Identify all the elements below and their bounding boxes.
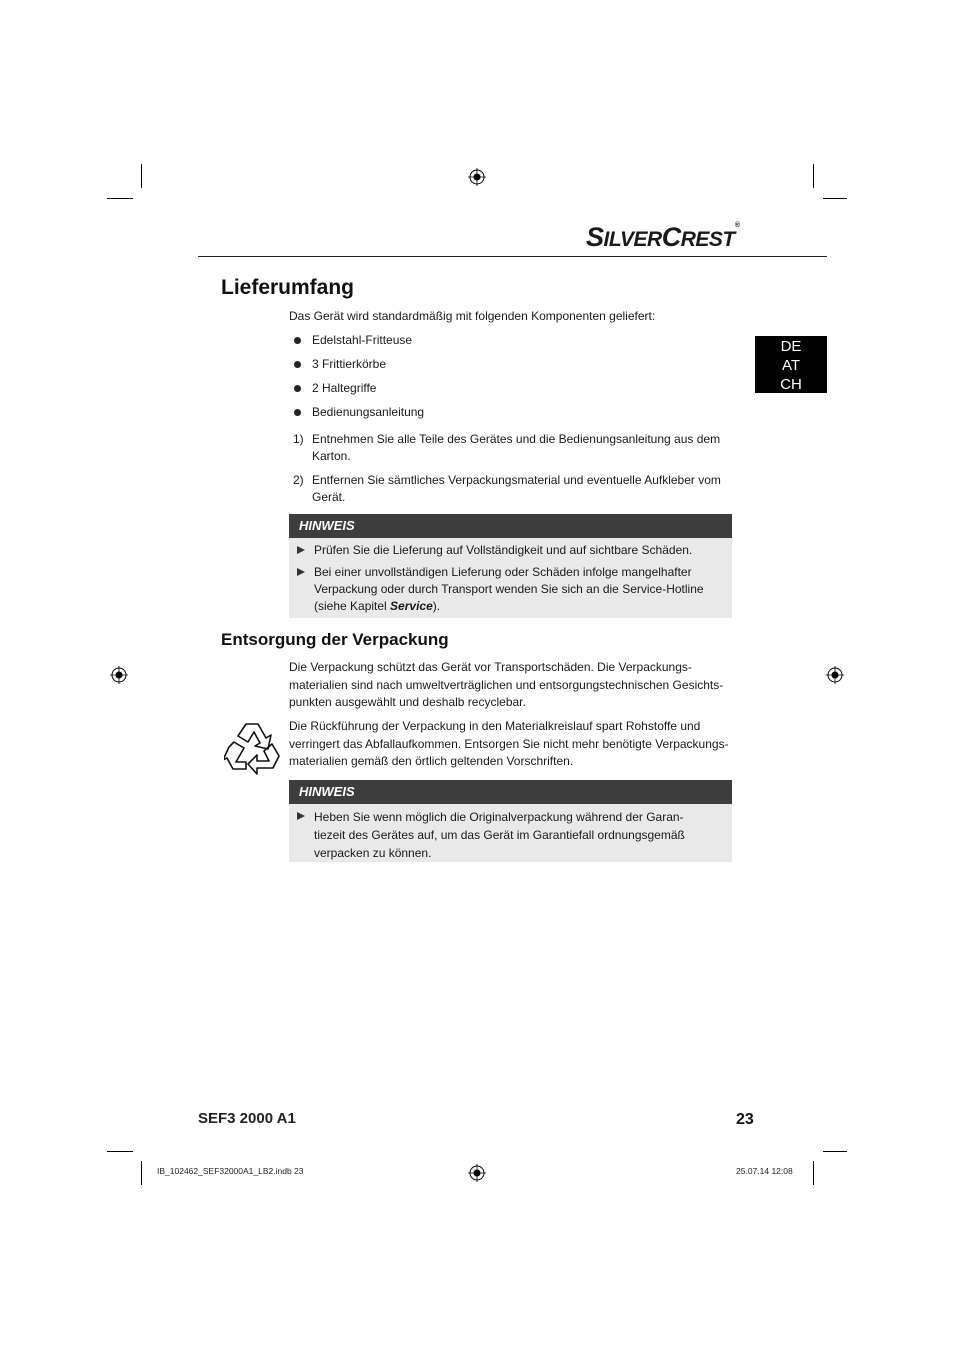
lang-de: DE	[780, 338, 802, 355]
crop-mark	[141, 1161, 142, 1185]
bullet-icon	[294, 409, 301, 416]
registration-mark-icon	[110, 666, 128, 684]
language-tab	[755, 336, 827, 393]
crop-mark	[107, 198, 133, 199]
paragraph-2: Die Rückführung der Verpackung in den Materialkreislauf spart Rohstoffe und verringert das Abfallaufkommen. Entsorgen Sie nicht mehr benötigte Verpackungs- materialien gemäß den örtlich geltenden Vorschriften.	[289, 719, 729, 768]
service-chapter-ref: Service	[390, 599, 433, 613]
section-title-entsorgung: Entsorgung der Verpackung	[221, 630, 449, 649]
lang-at: AT	[781, 357, 801, 374]
section-title-lieferumfang: Lieferumfang	[221, 276, 355, 299]
header-rule	[198, 256, 827, 257]
note-box: HINWEIS Heben Sie wenn möglich die Originalverpackung während der Garan- tiezeit des Gerätes auf, um das Gerät im Garantiefall ordnungsgemäß verpacken zu können.	[289, 780, 732, 862]
brand-logo: SILVERCREST®	[586, 222, 740, 252]
lang-ch: CH	[780, 376, 802, 393]
note-title: HINWEIS	[289, 514, 732, 538]
registration-mark-icon	[468, 168, 486, 186]
bullet-icon	[294, 337, 301, 344]
crop-mark	[813, 1161, 814, 1185]
arrow-right-icon	[297, 568, 305, 576]
arrow-right-icon	[297, 812, 305, 820]
paragraph-1: Die Verpackung schützt das Gerät vor Transportschäden. Die Verpackungs- materialien sind nach umweltverträglichen und entsorgungstechnischen Gesichts- punkten ausgewählt und deshalb recyclebar.	[289, 660, 724, 709]
crop-mark	[813, 164, 814, 188]
note-box: HINWEIS Prüfen Sie die Lieferung auf Vollständigkeit und auf sichtbare Schäden. Bei einer unvollständigen Lieferung oder Schäden infolge mangelhafter Verpackung oder durch Transport wenden Sie sich an die Service-Hotline (siehe Kapitel Service).	[289, 514, 732, 618]
crop-mark	[141, 164, 142, 188]
crop-mark	[823, 1151, 847, 1152]
registration-mark-icon	[468, 1164, 486, 1182]
note-title: HINWEIS	[289, 780, 732, 804]
registration-mark-icon	[826, 666, 844, 684]
intro-text: Das Gerät wird standardmäßig mit folgenden Komponenten geliefert:	[289, 309, 656, 323]
slug-file: IB_102462_SEF32000A1_LB2.indb 23	[157, 1166, 304, 1176]
page-number: 23	[736, 1111, 754, 1128]
bullet-icon	[294, 385, 301, 392]
slug-date: 25.07.14 12:08	[736, 1166, 793, 1176]
crop-mark	[823, 198, 847, 199]
model-number: SEF3 2000 A1	[198, 1110, 296, 1127]
arrow-right-icon	[297, 546, 305, 554]
recycle-icon	[224, 718, 284, 776]
bullet-icon	[294, 361, 301, 368]
crop-mark	[107, 1151, 133, 1152]
